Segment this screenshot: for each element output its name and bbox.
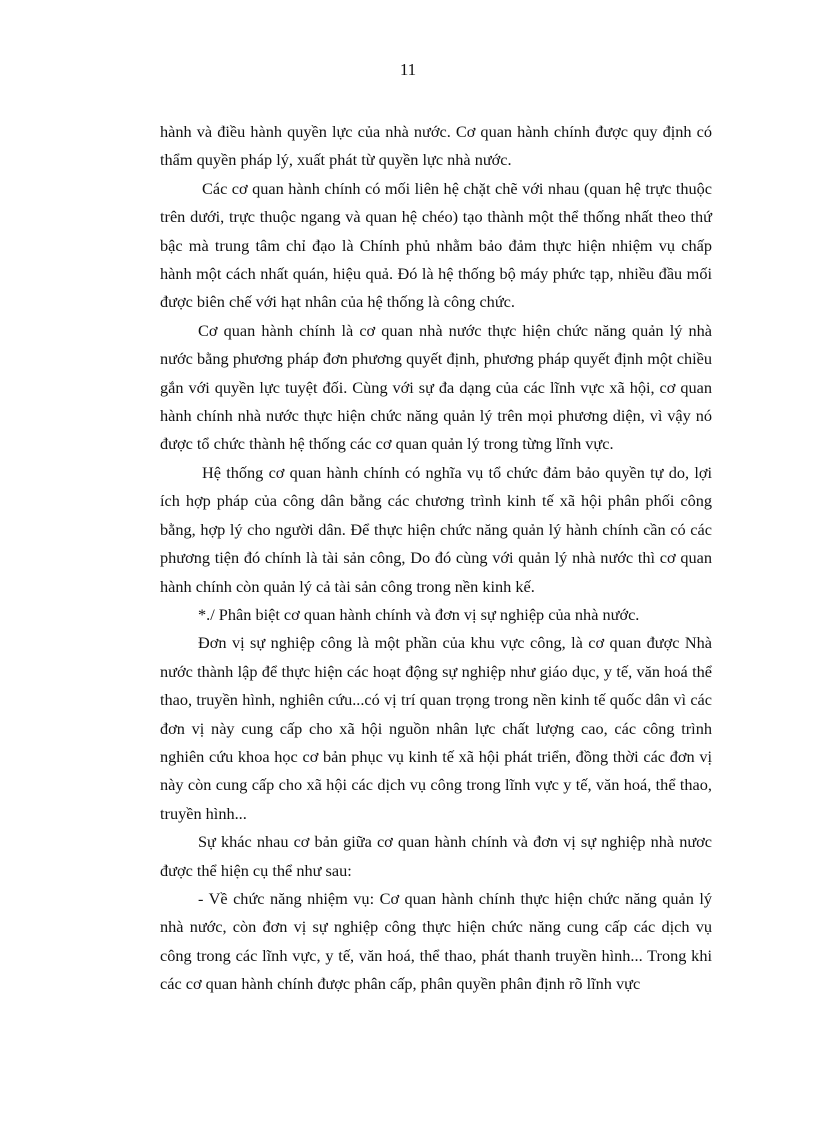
paragraph-7: - Về chức năng nhiệm vụ: Cơ quan hành chính thực hiện chức năng quản lý nhà nước, còn đơn vị sự nghiệp công thực hiện chức năng cung cấp các dịch vụ công trong các lĩnh vực, y tế, văn hoá, thể thao, phát thanh truyền hình... Trong khi các cơ quan hành chính được phân cấp, phân quyền phân định rõ lĩnh vực [160, 888, 712, 994]
paragraph-4: Hệ thống cơ quan hành chính có nghĩa vụ tổ chức đảm bảo quyền tự do, lợi ích hợp pháp của công dân bằng các chương trình kinh tế xã hội phân phối công bằng, hợp lý cho người dân. Để thực hiện chức năng quản lý hành chính cần có các phương tiện đó chính là tài sản công, Do đó cùng với quản lý nhà nước thì cơ quan hành chính còn quản lý cả tài sản công trong nền kinh kế. [160, 462, 712, 596]
paragraph-6: Sự khác nhau cơ bản giữa cơ quan hành chính và đơn vị sự nghiệp nhà nươc được thể hiện cụ thể như sau: [160, 832, 712, 880]
document-body [160, 118, 712, 999]
paragraph-2: Các cơ quan hành chính có mối liên hệ chặt chẽ với nhau (quan hệ trực thuộc trên dưới, trực thuộc ngang và quan hệ chéo) tạo thành một thể thống nhất theo thứ bậc mà trung tâm chỉ đạo là Chính phủ nhằm bảo đảm thực hiện nhiệm vụ chấp hành một cách nhất quán, hiệu quả. Đó là hệ thống bộ máy phức tạp, nhiều đầu mối được biên chế với hạt nhân của hệ thống là công chức. [160, 178, 712, 312]
paragraph-5: Đơn vị sự nghiệp công là một phần của khu vực công, là cơ quan được Nhà nước thành lập để thực hiện các hoạt động sự nghiệp như giáo dục, y tế, văn hoá thể thao, truyền hình, nghiên cứu...có vị trí quan trọng trong nền kinh tế quốc dân vì các đơn vị này cung cấp cho xã hội nguồn nhân lực chất lượng cao, các công trình nghiên cứu khoa học cơ bản phục vụ kinh tế xã hội phát triển, đồng thời các đơn vị này còn cung cấp cho xã hội các dịch vụ công trong lĩnh vực y tế, văn hoá, thể thao, truyền hình... [160, 633, 712, 823]
paragraph-1: hành và điều hành quyền lực của nhà nước. Cơ quan hành chính được quy định có thẩm quyền pháp lý, xuất phát từ quyền lực nhà nước. [160, 122, 712, 170]
page-number: 11 [399, 60, 417, 79]
section-heading: *./ Phân biệt cơ quan hành chính và đơn vị sự nghiệp của nhà nước. [198, 604, 640, 624]
paragraph-3: Cơ quan hành chính là cơ quan nhà nước thực hiện chức năng quản lý nhà nước bằng phương pháp đơn phương quyết định, phương pháp quyết định một chiều gắn với quyền lực tuyệt đối. Cùng với sự đa dạng của các lĩnh vực xã hội, cơ quan hành chính nhà nước thực hiện chức năng quản lý trên mọi phương diện, vì vậy nó được tổ chức thành hệ thống các cơ quan quản lý trong từng lĩnh vực. [160, 320, 712, 454]
